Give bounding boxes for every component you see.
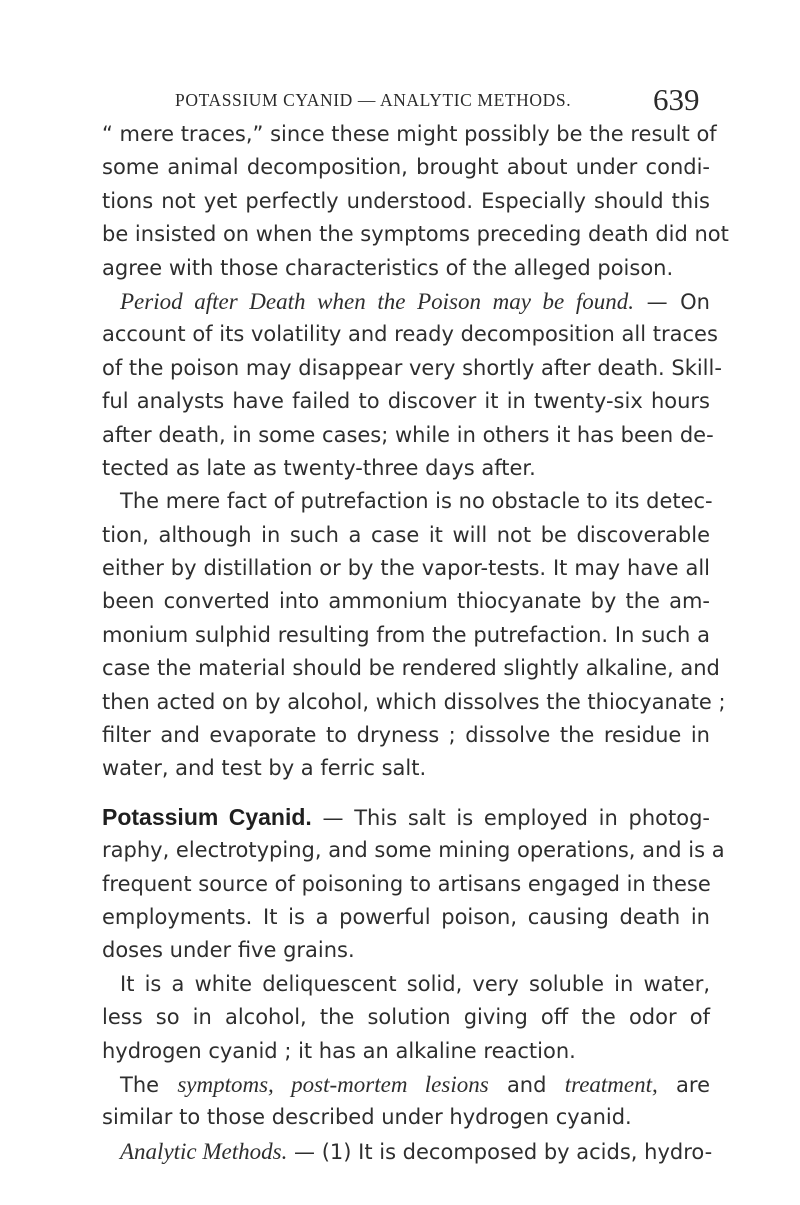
text-line: tion, although in such a case it will not be discoverable bbox=[102, 522, 710, 547]
text-line: similar to those described under hydrogen cyanid. bbox=[102, 1105, 632, 1130]
text-line: tected as late as twenty-three days after. bbox=[102, 455, 536, 480]
section-heading-line bbox=[102, 801, 710, 834]
text-run: — This salt is employed in photog- bbox=[311, 805, 710, 830]
running-title: POTASSIUM CYANID — ANALYTIC METHODS. bbox=[175, 90, 572, 110]
body-text bbox=[102, 118, 729, 1168]
text-line: frequent source of poisoning to artisans engaged in these bbox=[102, 871, 711, 896]
margin-mark bbox=[758, 250, 762, 262]
text-line: tions not yet perfectly understood. Especially should this bbox=[102, 188, 710, 213]
text-line: doses under five grains. bbox=[102, 938, 355, 963]
italic-term: symptoms, bbox=[177, 1071, 274, 1097]
italic-term: treatment, bbox=[564, 1071, 658, 1097]
text-line: then acted on by alcohol, which dissolves the thiocyanate ; bbox=[102, 689, 726, 714]
text-run: are bbox=[657, 1072, 710, 1097]
subheading-line-period-after-death bbox=[102, 285, 710, 318]
symptoms-line bbox=[102, 1068, 710, 1101]
text-run: — (1) It is decomposed by acids, hydro- bbox=[287, 1139, 713, 1164]
text-line: employments. It is a powerful poison, causing death in bbox=[102, 904, 710, 929]
text-line: after death, in some cases; while in others it has been de- bbox=[102, 422, 714, 447]
text-line: The mere fact of putrefaction is no obstacle to its detec- bbox=[120, 489, 713, 514]
text-run: — On bbox=[634, 289, 710, 314]
subheading-period-after-death: Period after Death when the Poison may be found. bbox=[120, 288, 635, 314]
text-line: ful analysts have failed to discover it in twenty-six hours bbox=[102, 389, 710, 414]
text-line: hydrogen cyanid ; it has an alkaline reaction. bbox=[102, 1038, 576, 1063]
text-line: filter and evaporate to dryness ; dissolve the residue in bbox=[102, 723, 710, 748]
text-line: less so in alcohol, the solution giving off the odor of bbox=[102, 1005, 710, 1030]
text-line: of the poison may disappear very shortly after death. Skill- bbox=[102, 355, 722, 380]
text-line: raphy, electrotyping, and some mining operations, and is a bbox=[102, 838, 725, 863]
subheading-line-analytic-methods bbox=[102, 1135, 713, 1168]
text-line: It is a white deliquescent solid, very soluble in water, bbox=[120, 971, 710, 996]
text-line: some animal decomposition, brought about under condi- bbox=[102, 155, 710, 180]
section-heading: Potassium Cyanid. bbox=[102, 803, 312, 830]
text-line: case the material should be rendered slightly alkaline, and bbox=[102, 656, 720, 681]
text-run: and bbox=[488, 1072, 565, 1097]
text-line: either by distillation or by the vapor-tests. It may have all bbox=[102, 556, 710, 581]
running-head bbox=[0, 82, 800, 122]
text-run: The bbox=[120, 1072, 178, 1097]
subheading-analytic-methods: Analytic Methods. bbox=[120, 1138, 288, 1164]
text-line: monium sulphid resulting from the putrefaction. In such a bbox=[102, 622, 710, 647]
text-line: been converted into ammonium thiocyanate by the am- bbox=[102, 589, 710, 614]
page-number: 639 bbox=[653, 82, 700, 117]
text-line: “ mere traces,” since these might possibly be the result of bbox=[102, 122, 717, 146]
section-gap bbox=[102, 786, 710, 801]
text-line: account of its volatility and ready decomposition all traces bbox=[102, 322, 718, 347]
text-line: water, and test by a ferric salt. bbox=[102, 756, 427, 781]
text-line: be insisted on when the symptoms preceding death did not bbox=[102, 222, 729, 247]
italic-term: post-mortem lesions bbox=[273, 1071, 489, 1097]
text-line: agree with those characteristics of the alleged poison. bbox=[102, 255, 674, 280]
